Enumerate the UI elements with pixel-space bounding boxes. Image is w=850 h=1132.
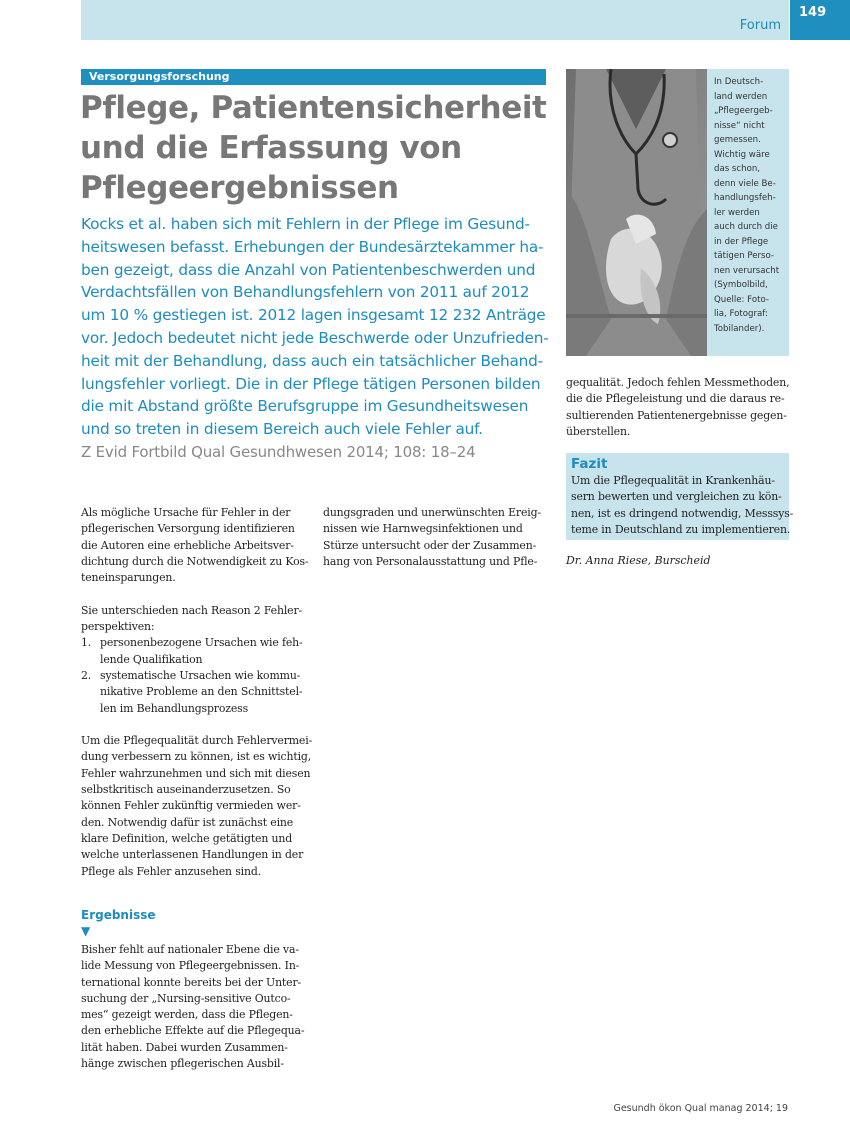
text-line: len im Behandlungsprozess (100, 701, 249, 715)
caption-line: Quelle: Foto- (714, 294, 769, 305)
fazit-text (571, 473, 794, 538)
text-line: dung verbessern zu können, ist es wichtig, (81, 750, 312, 764)
triangle-down-icon: ▼ (81, 924, 91, 938)
section-label: Forum (739, 18, 781, 33)
text-line: den erhebliche Effekte auf die Pflegequa- (81, 1024, 305, 1038)
nurse-illustration (566, 69, 707, 356)
text-line: teme in Deutschland zu implementieren. (571, 522, 791, 536)
list-number: 1. (81, 636, 92, 650)
photo-caption (707, 69, 789, 356)
header-band (81, 0, 789, 40)
lead-line: und so treten in diesem Bereich auch viele Fehler auf. (81, 420, 483, 439)
nurse-photo (566, 69, 707, 356)
list-number: 2. (81, 668, 92, 682)
caption-line: lia, Fotograf: (714, 309, 768, 319)
text-line: überstellen. (566, 424, 631, 438)
paragraph (81, 603, 303, 636)
text-line: dichtung durch die Notwendigkeit zu Kos- (81, 554, 309, 568)
text-line: hang von Personalausstattung und Pfle- (323, 554, 538, 568)
text-line: Um die Pflegequalität in Krankenhäu- (571, 474, 775, 487)
title-line: Pflegeergebnissen (80, 170, 399, 206)
body-column-1 (81, 505, 313, 880)
text-line: systematische Ursachen wie kommu- (100, 668, 301, 682)
title-line: und die Erfassung von (80, 130, 462, 166)
text-line: perspektiven: (81, 620, 155, 634)
lead-paragraph (81, 213, 551, 441)
text-line: selbstkritisch auseinanderzusetzen. So (81, 783, 291, 797)
caption-line: ler werden (714, 207, 760, 218)
caption-line: in der Pflege (714, 236, 769, 247)
lead-line: Kocks et al. haben sich mit Fehlern in der Pflege im Gesund- (81, 215, 530, 233)
text-line: Als mögliche Ursache für Fehler in der (81, 506, 291, 519)
citation: Z Evid Fortbild Qual Gesundhwesen 2014; 108: 18–24 (81, 443, 476, 461)
lead-line: Verdachtsfällen von Behandlungsfehlern von 2011 auf 2012 (81, 283, 530, 302)
lead-line: heit mit der Behandlung, dass auch ein tatsächlicher Behand- (81, 351, 543, 370)
paragraph (81, 505, 309, 586)
caption-line: tätigen Perso- (714, 251, 775, 261)
body-column-3 (566, 375, 789, 440)
text-line: Fehler wahrzunehmen und sich mit diesen (81, 766, 311, 780)
caption-line: nisse“ nicht (714, 120, 765, 131)
footer-citation: Gesundh ökon Qual manag 2014; 19 (613, 1103, 788, 1114)
text-line: Um die Pflegequalität durch Fehlervermei- (81, 734, 313, 748)
author: Dr. Anna Riese, Burscheid (566, 554, 711, 567)
text-line: Sie unterschieden nach Reason 2 Fehler- (81, 603, 303, 617)
caption-line: land werden (714, 91, 768, 102)
text-line: mes“ gezeigt werden, dass die Pflegen- (81, 1008, 293, 1022)
text-line: personenbezogene Ursachen wie feh- (100, 636, 303, 650)
text-line: teneinsparungen. (81, 571, 176, 585)
text-line: welche unterlassenen Handlungen in der (81, 848, 304, 862)
caption-line: auch durch die (714, 222, 778, 232)
lead-line: vor. Jedoch bedeutet nicht jede Beschwerde oder Unzufrieden- (81, 328, 549, 347)
text-line: dungsgraden und unerwünschten Ereig- (323, 506, 541, 519)
body-column-2 (323, 505, 545, 570)
caption-line: handlungsfeh- (714, 193, 776, 203)
article-title (80, 88, 550, 208)
title-line: Pflege, Patientensicherheit (80, 90, 547, 126)
text-line: hänge zwischen pflegerischen Ausbil- (81, 1057, 284, 1071)
text-line: ternational konnte bereits bei der Unter- (81, 975, 302, 989)
text-line: lende Qualifikation (100, 652, 203, 666)
caption-line: Tobilander). (714, 323, 765, 334)
text-line: nissen wie Harnwegsinfektionen und (323, 522, 523, 536)
text-line: suchung der „Nursing-sensitive Outco- (81, 991, 291, 1005)
results-heading: Ergebnisse (81, 908, 156, 922)
caption-line: In Deutsch- (714, 77, 764, 87)
caption-line: (Symbolbild, (714, 280, 768, 290)
results-paragraph (81, 942, 303, 1072)
text-line: klare Definition, welche getätigten und (81, 831, 293, 845)
text-line: die Autoren eine erhebliche Arbeitsver- (81, 538, 294, 552)
lead-line: heitswesen befasst. Erhebungen der Bundesärztekammer ha- (81, 237, 544, 256)
fazit-title: Fazit (571, 456, 608, 472)
fazit-box (566, 453, 794, 540)
category-label: Versorgungsforschung (81, 69, 546, 85)
caption-line: „Pflegeergeb- (714, 106, 773, 116)
text-line: lide Messung von Pflegeergebnissen. In- (81, 959, 300, 973)
text-line: lität haben. Dabei wurden Zusammen- (81, 1040, 288, 1054)
text-line: nen, ist es dringend notwendig, Messsys- (571, 506, 794, 520)
caption-line: nen verursacht (714, 265, 780, 276)
lead-line: die mit Abstand größte Berufsgruppe im Gesundheitswesen (81, 397, 529, 416)
text-line: gequalität. Jedoch fehlen Messmethoden, (566, 376, 790, 389)
paragraph (81, 733, 313, 880)
lead-line: ben gezeigt, dass die Anzahl von Patientenbeschwerden und (81, 260, 536, 279)
text-line: sern bewerten und vergleichen zu kön- (571, 490, 782, 504)
text-line: können Fehler zukünftig vermieden wer- (81, 799, 301, 813)
list-item (81, 668, 303, 717)
list-item (81, 635, 303, 668)
text-line: die die Pflegeleistung und die daraus re- (566, 392, 785, 406)
text-line: Stürze untersucht oder der Zusammen- (323, 538, 537, 552)
lead-line: lungsfehler vorliegt. Die in der Pflege tätigen Personen bilden (81, 374, 541, 393)
page-number: 149 (790, 0, 850, 40)
text-line: nikative Probleme an den Schnittstel- (100, 685, 303, 699)
lead-line: um 10 % gestiegen ist. 2012 lagen insgesamt 12 232 Anträge (81, 306, 546, 325)
caption-line: gemessen. (714, 135, 761, 145)
caption-line: das schon, (714, 164, 761, 174)
text-line: sultierenden Patientenergebnisse gegen- (566, 408, 787, 422)
caption-line: denn viele Be- (714, 178, 776, 189)
text-line: den. Notwendig dafür ist zunächst eine (81, 815, 294, 829)
caption-line: Wichtig wäre (714, 149, 770, 160)
text-line: pflegerischen Versorgung identifizieren (81, 522, 295, 536)
text-line: Bisher fehlt auf nationaler Ebene die va- (81, 943, 299, 956)
text-line: Pflege als Fehler anzusehen sind. (81, 864, 262, 878)
